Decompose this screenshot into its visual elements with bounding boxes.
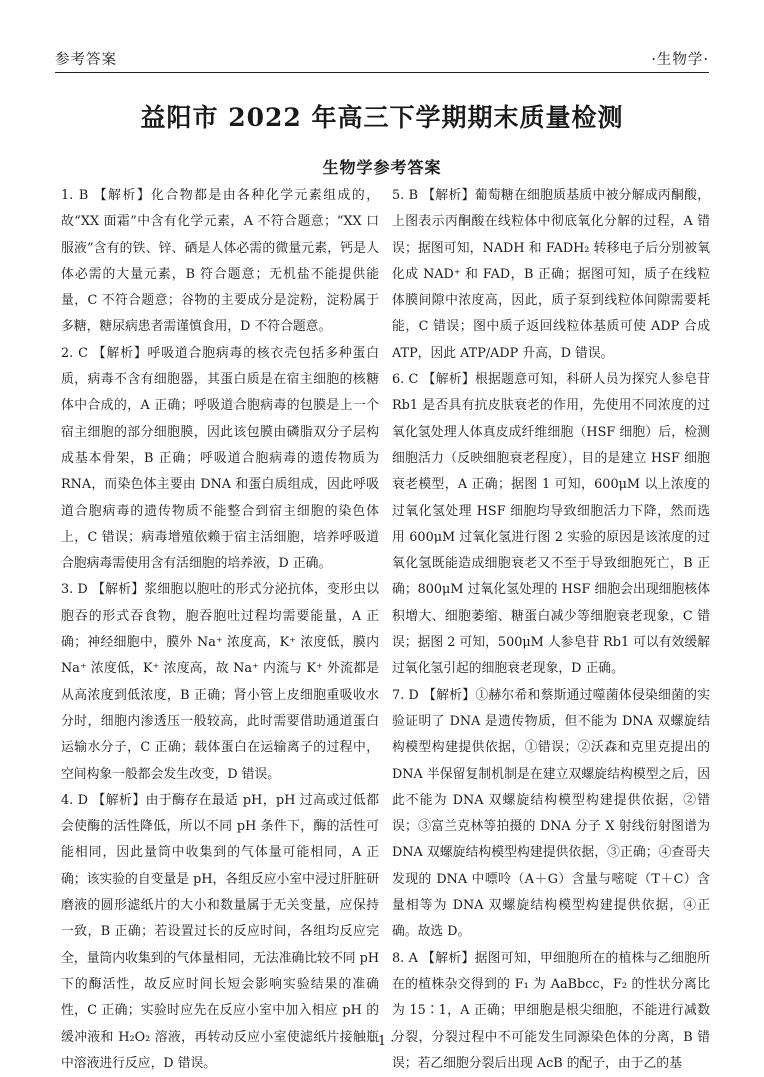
answer-item: 3. D 【解析】浆细胞以胞吐的形式分泌抗体，变形虫以胞吞的形式吞食物，胞吞胞吐过程均需要能量，A 正确；神经细胞中，膜外 Na⁺ 浓度高，K⁺ 浓度低，膜内 Na⁺ 浓度低，K⁺ 浓度高，故 Na⁺ 内流与 K⁺ 外流都是从高浓度到低浓度，B 正确；肾小管上皮细胞重吸收水分时，细胞内渗透压一般较高，此时需要借助通道蛋白运输水分子，C 正确；载体蛋白在运输离子的过程中，空间构象一般都会发生改变，D 错误。 xyxy=(61,582,379,782)
right-column xyxy=(392,183,710,1077)
left-column xyxy=(61,183,379,1077)
header-label: 参考答案 xyxy=(55,52,117,68)
answer-item: 4. D 【解析】由于酶存在最适 pH，pH 过高或过低都会使酶的活性降低，所以不同 pH 条件下，酶的活性可能相同，因此量筒中收集到的气体量可能相同，A 正确；该实验的自变量是 pH，各组反应小室中浸过肝脏研磨液的圆形滤纸片的大小和数量属于无关变量，应保持一致，B 正确；若设置过长的反应时间，各组均反应完全，量筒内收集到的气体量相同，无法准确比较不同 pH 下的酶活性，故反应时间长短会影响实验结果的准确性，C 正确；实验时应先在反应小室中加入相应 pH 的缓冲液和 H₂O₂ 溶液，再转动反应小室使滤纸片接触瓶中溶液进行反应，D 错误。 xyxy=(61,792,379,1071)
answer-item: 6. C 【解析】根据题意可知，科研人员为探究人参皂苷 Rb1 是否具有抗皮肤衰老的作用，先使用不同浓度的过氧化氢处理人体真皮成纤维细胞（HSF 细胞）后，检测细胞活力（反映细胞衰老程度），目的是建立 HSF 细胞衰老模型，A 正确；据图 1 可知，600μM 以上浓度的过氧化氢处理 HSF 细胞均导致细胞活力下降，然而选用 600μM 过氧化氢进行图 2 实验的原因是该浓度的过氧化氢既能造成细胞衰老又不至于导致细胞死亡，B 正确；800μM 过氧化氢处理的 HSF 细胞会出现细胞核体积增大、细胞萎缩、糖蛋白减少等细胞衰老现象，C 错误；据图 2 可知，500μM 人参皂苷 Rb1 可以有效缓解过氧化氢引起的细胞衰老现象，D 正确。 xyxy=(392,372,710,677)
page-header xyxy=(55,44,709,68)
answer-item: 1. B 【解析】化合物都是由各种化学元素组成的，故“XX 面霜”中含有化学元素，A 不符合题意；“XX 口服液”含有的铁、锌、硒是人体必需的微量元素，钙是人体必需的大量元素，B 符合题意；无机盐不能提供能量，C 不符合题意；谷物的主要成分是淀粉，淀粉属于多糖，糖尿病患者需谨慎食用，D 不符合题意。 xyxy=(61,188,379,335)
page-subtitle: 生物学参考答案 xyxy=(322,158,442,177)
answer-item: 2. C 【解析】呼吸道合胞病毒的核衣壳包括多种蛋白质，病毒不含有细胞器，其蛋白质是在宿主细胞的核糖体中合成的，A 正确；呼吸道合胞病毒的包膜是上一个宿主细胞的部分细胞膜，因此该包膜由磷脂双分子层构成基本骨架，B 正确；呼吸道合胞病毒的遗传物质为 RNA，而染色体主要由 DNA 和蛋白质组成，因此呼吸道合胞病毒的遗传物质不能整合到宿主细胞的染色体上，C 错误；病毒增殖依赖于宿主活细胞，培养呼吸道合胞病毒需使用含有活细胞的培养液，D 正确。 xyxy=(61,345,379,572)
header-divider xyxy=(55,72,709,73)
page-number: · 1 · xyxy=(369,1034,395,1049)
answer-item: 7. D 【解析】①赫尔希和蔡斯通过噬菌体侵染细菌的实验证明了 DNA 是遗传物质，但不能为 DNA 双螺旋结构模型构建提供依据，①错误；②沃森和克里克提出的 DNA 半保留复制机制是在建立双螺旋结构模型之后，因此不能为 DNA 双螺旋结构模型构建提供依据，②错误；③富兰克林等拍摄的 DNA 分子 X 射线衍射图谱为 DNA 双螺旋结构模型构建提供依据，③正确；④查哥夫发现的 DNA 中嘌呤（A＋G）含量与嘧啶（T＋C）含量相等为 DNA 双螺旋结构模型构建提供依据，④正确。故选 D。 xyxy=(392,687,710,940)
answer-item: 5. B 【解析】葡萄糖在细胞质基质中被分解成丙酮酸，上图表示丙酮酸在线粒体中彻底氧化分解的过程，A 错误；据图可知，NADH 和 FADH₂ 转移电子后分别被氧化成 NAD⁺ 和 FAD，B 正确；据图可知，质子在线粒体膜间隙中浓度高，因此，质子泵到线粒体间隙需要耗能，C 错误；图中质子返回线粒体基质可使 ADP 合成 ATP，因此 ATP/ADP 升高，D 错误。 xyxy=(392,188,710,361)
answer-item: 8. A 【解析】据图可知，甲细胞所在的植株与乙细胞所在的植株杂交得到的 F₁ 为 AaBbcc，F₂ 的性状分离比为 15∶1，A 正确；甲细胞是根尖细胞，不能进行减数分裂，分裂过程中不可能发生同源染色体的分离，B 错误；若乙细胞分裂后出现 AcB 的配子，由于乙的基 xyxy=(392,950,710,1071)
page-title: 益阳市 2022 年高三下学期期末质量检测 xyxy=(140,103,624,132)
header-subject: ·生物学· xyxy=(651,52,709,68)
